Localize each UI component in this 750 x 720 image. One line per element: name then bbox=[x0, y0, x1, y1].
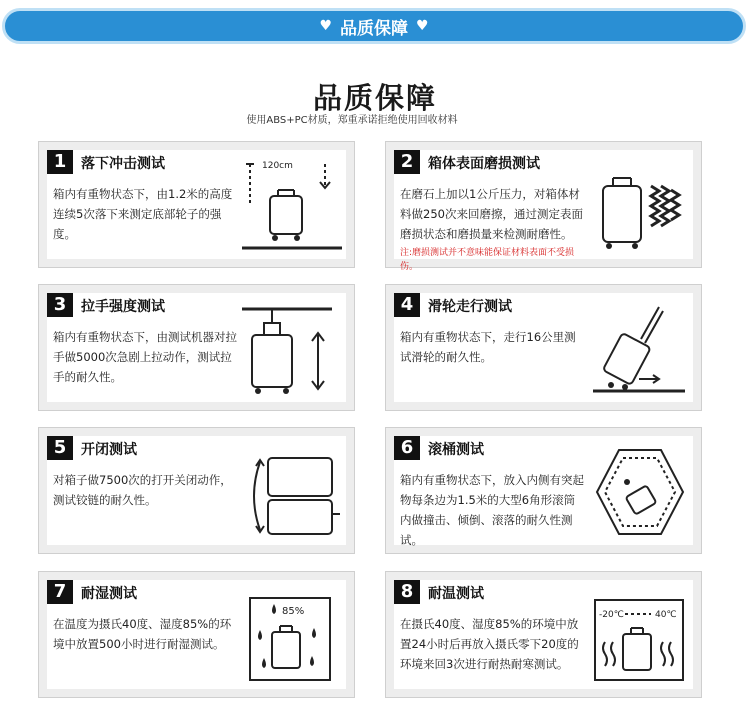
card-description: 在摄氏40度、湿度85%的环境中放置24小时后再放入摄氏零下20度的环境来回3次进行耐热耐寒测试。 bbox=[400, 617, 579, 671]
handle-test-illustration bbox=[242, 299, 342, 399]
heart-icon: ♥ bbox=[319, 18, 332, 34]
card-number: 8 bbox=[394, 580, 420, 604]
card-number: 1 bbox=[47, 150, 73, 174]
page-subtitle: 使用ABS+PC材质，郑重承诺拒绝使用回收材料 bbox=[246, 115, 458, 126]
card-title: 耐温测试 bbox=[428, 586, 484, 602]
card-number: 7 bbox=[47, 580, 73, 604]
test-card-open-close bbox=[38, 427, 355, 554]
card-description: 箱内有重物状态下，由测试机器对拉手做5000次急剧上拉动作，测试拉手的耐久性。 bbox=[53, 330, 237, 384]
water-drop-icon bbox=[272, 604, 276, 614]
heart-icon: ♥ bbox=[416, 18, 429, 34]
water-drop-icon bbox=[312, 628, 316, 638]
test-card-wheel bbox=[385, 284, 702, 411]
test-card-handle bbox=[38, 284, 355, 411]
card-title: 拉手强度测试 bbox=[81, 299, 165, 315]
abrasion-test-illustration bbox=[589, 156, 689, 256]
card-note: 注:磨损测试并不意味能保证材料表面不受损伤。 bbox=[400, 248, 575, 272]
test-card-temperature bbox=[385, 571, 702, 698]
open-close-test-illustration bbox=[242, 442, 342, 542]
wheel-test-illustration bbox=[589, 299, 689, 399]
temperature-low-label: -20℃ bbox=[599, 610, 624, 620]
banner-label: 品质保障 bbox=[340, 18, 408, 39]
height-label: 120cm bbox=[262, 161, 293, 171]
test-card-humidity bbox=[38, 571, 355, 698]
page-title: 品质保障 bbox=[312, 81, 437, 115]
humidity-label: 85% bbox=[282, 606, 305, 617]
card-description: 箱内有重物状态下，由1.2米的高度连续5次落下来测定底部轮子的强度。 bbox=[53, 187, 233, 241]
card-description: 箱内有重物状态下，放入内侧有突起物每条边为1.5米的大型6角形滚筒内做撞击、倾倒、滚落的耐久性测试。 bbox=[400, 473, 584, 547]
card-description: 箱内有重物状态下，走行16公里测试滑轮的耐久性。 bbox=[400, 330, 576, 364]
card-title: 耐湿测试 bbox=[81, 586, 137, 602]
card-number: 4 bbox=[394, 293, 420, 317]
card-description: 在磨石上加以1公斤压力，对箱体材料做250次来回磨擦，通过测定表面磨损状态和磨损量来检测耐磨性。 bbox=[400, 187, 583, 241]
top-banner bbox=[2, 8, 746, 44]
card-title: 开闭测试 bbox=[81, 442, 137, 458]
card-number: 2 bbox=[394, 150, 420, 174]
card-description-wrap bbox=[400, 184, 585, 274]
temperature-test-illustration bbox=[589, 586, 689, 686]
test-card-tumble bbox=[385, 427, 702, 554]
tumble-test-illustration bbox=[589, 442, 689, 542]
drop-test-illustration bbox=[242, 156, 342, 256]
card-title: 落下冲击测试 bbox=[81, 156, 165, 172]
water-drop-icon bbox=[310, 656, 314, 666]
card-title: 滚桶测试 bbox=[428, 442, 484, 458]
test-card-drop bbox=[38, 141, 355, 268]
card-number: 6 bbox=[394, 436, 420, 460]
card-number: 3 bbox=[47, 293, 73, 317]
humidity-test-illustration bbox=[242, 586, 342, 686]
water-drop-icon bbox=[262, 658, 266, 668]
card-title: 滑轮走行测试 bbox=[428, 299, 512, 315]
card-description: 对箱子做7500次的打开关闭动作，测试铰链的耐久性。 bbox=[53, 473, 232, 507]
card-description: 在温度为摄氏40度、湿度85%的环境中放置500小时进行耐湿测试。 bbox=[53, 617, 232, 651]
temperature-high-label: 40℃ bbox=[655, 610, 677, 620]
test-card-abrasion bbox=[385, 141, 702, 272]
card-title: 箱体表面磨损测试 bbox=[428, 156, 540, 172]
water-drop-icon bbox=[258, 630, 262, 640]
card-number: 5 bbox=[47, 436, 73, 460]
